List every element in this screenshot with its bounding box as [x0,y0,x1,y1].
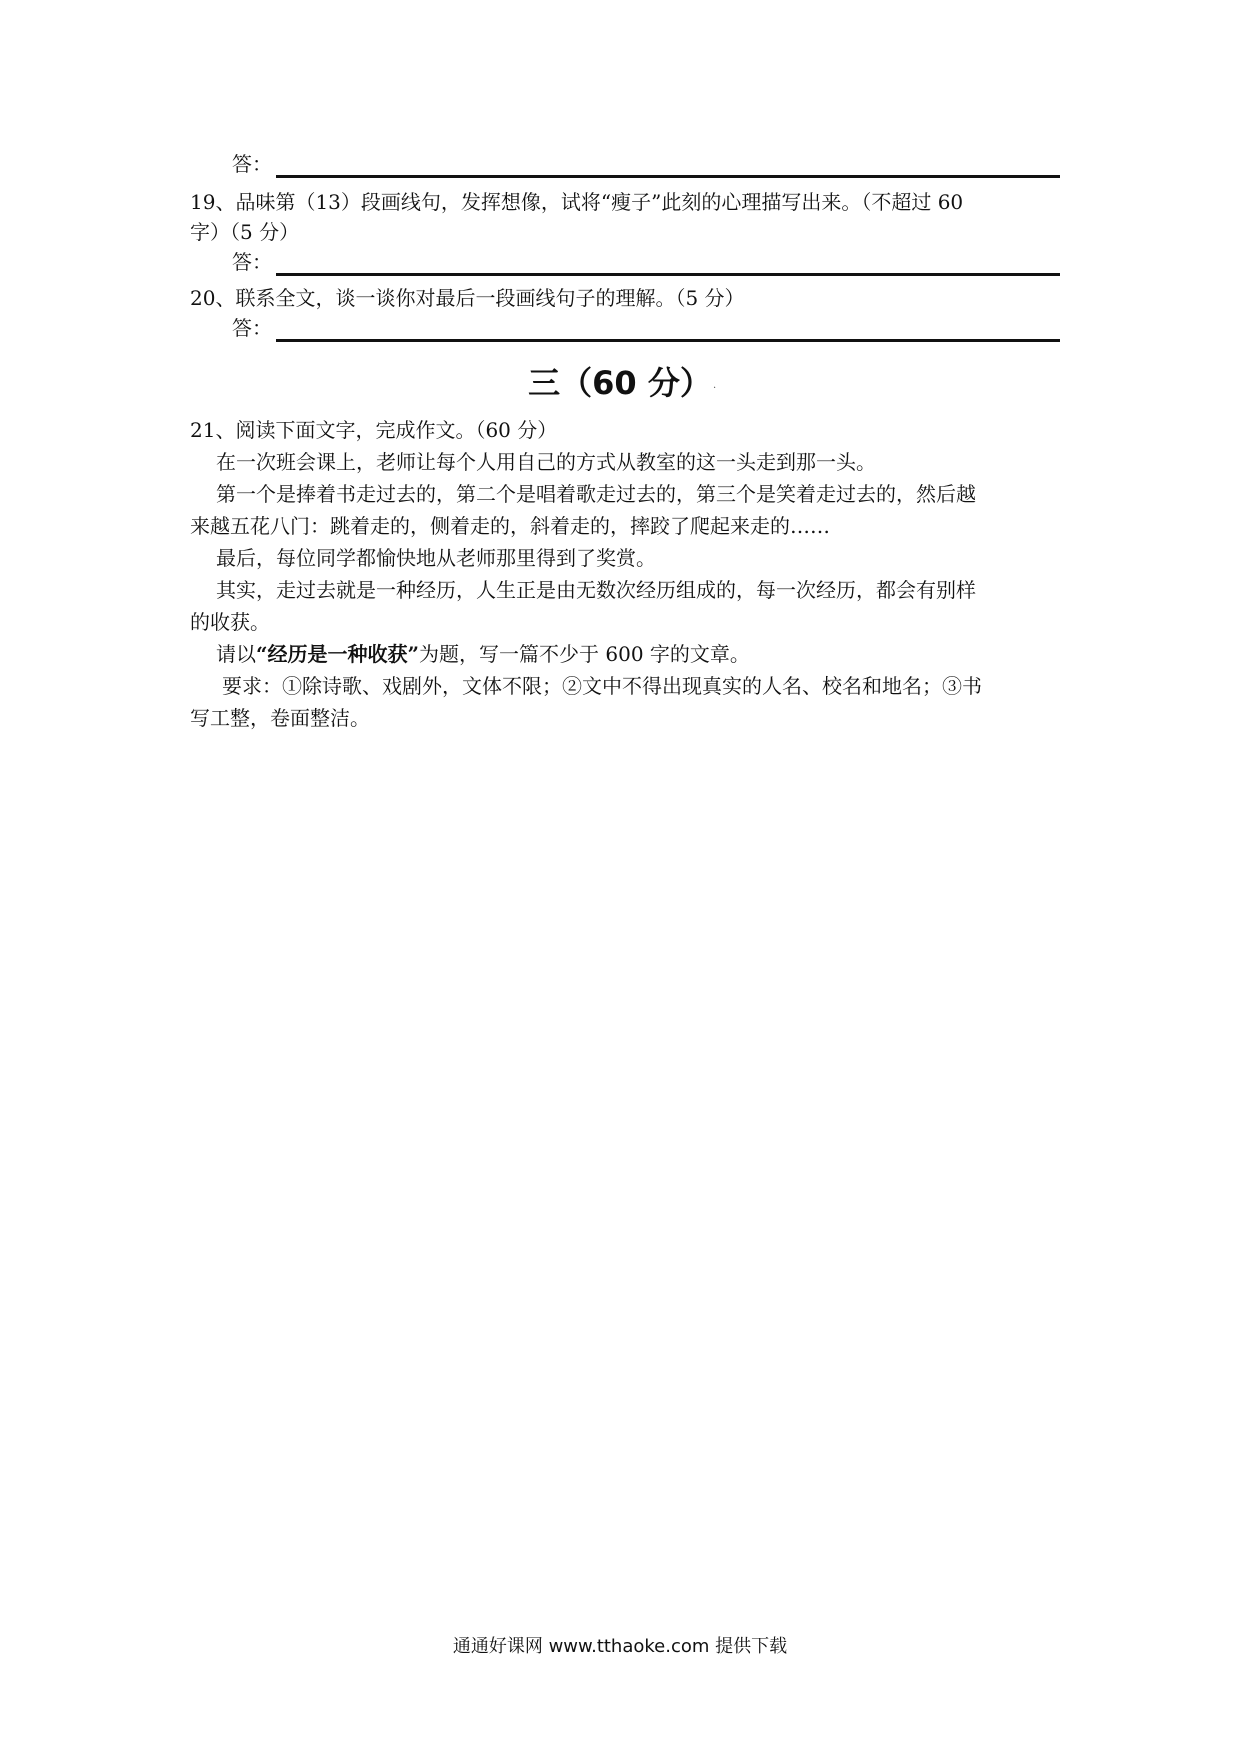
footer-source: 通通好课网 www.tthaoke.com 提供下载 [452,1636,788,1657]
section-3-title: 三（60 分） [528,364,712,402]
stray-mark: . [713,380,717,391]
answer-label: 答： [232,152,272,176]
answer-line-20 [232,314,1060,342]
instruction-prefix: 请以 [216,642,256,666]
essay-paragraph-2-line1: 第一个是捧着书走过去的，第二个是唱着歌走过去的，第三个是笑着走过去的，然后越 [216,482,976,506]
answer-line-19 [232,248,1060,276]
requirements-line1: 要求：①除诗歌、戏剧外，文体不限；②文中不得出现真实的人名、校名和地名；③书 [222,674,982,698]
answer-underline [276,175,1060,178]
requirements-line2: 写工整，卷面整洁。 [190,706,370,730]
answer-label: 答： [232,316,272,340]
question-19-line1: 19、品味第（13）段画线句，发挥想像，试将“瘦子”此刻的心理描写出来。（不超过 60 [190,190,964,214]
answer-underline [276,273,1060,276]
essay-paragraph-3: 最后，每位同学都愉快地从老师那里得到了奖赏。 [216,546,656,570]
answer-underline [276,339,1060,342]
essay-paragraph-4-line2: 的收获。 [190,610,270,634]
instruction-suffix: 为题，写一篇不少于 600 字的文章。 [419,642,750,666]
question-21-prompt: 21、阅读下面文字，完成作文。（60 分） [190,418,558,442]
essay-paragraph-2-line2: 来越五花八门：跳着走的，侧着走的，斜着走的，摔跤了爬起来走的…… [190,514,830,538]
essay-paragraph-4-line1: 其实，走过去就是一种经历，人生正是由无数次经历组成的，每一次经历，都会有别样 [216,578,976,602]
answer-line-18 [232,150,1060,178]
question-20: 20、联系全文，谈一谈你对最后一段画线句子的理解。（5 分） [190,286,745,310]
essay-paragraph-1: 在一次班会课上，老师让每个人用自己的方式从教室的这一头走到那一头。 [216,450,876,474]
essay-title-instruction [190,638,1060,670]
essay-title: “经历是一种收获” [256,642,420,666]
question-19-line2: 字）（5 分） [190,220,300,244]
answer-label: 答： [232,250,272,274]
